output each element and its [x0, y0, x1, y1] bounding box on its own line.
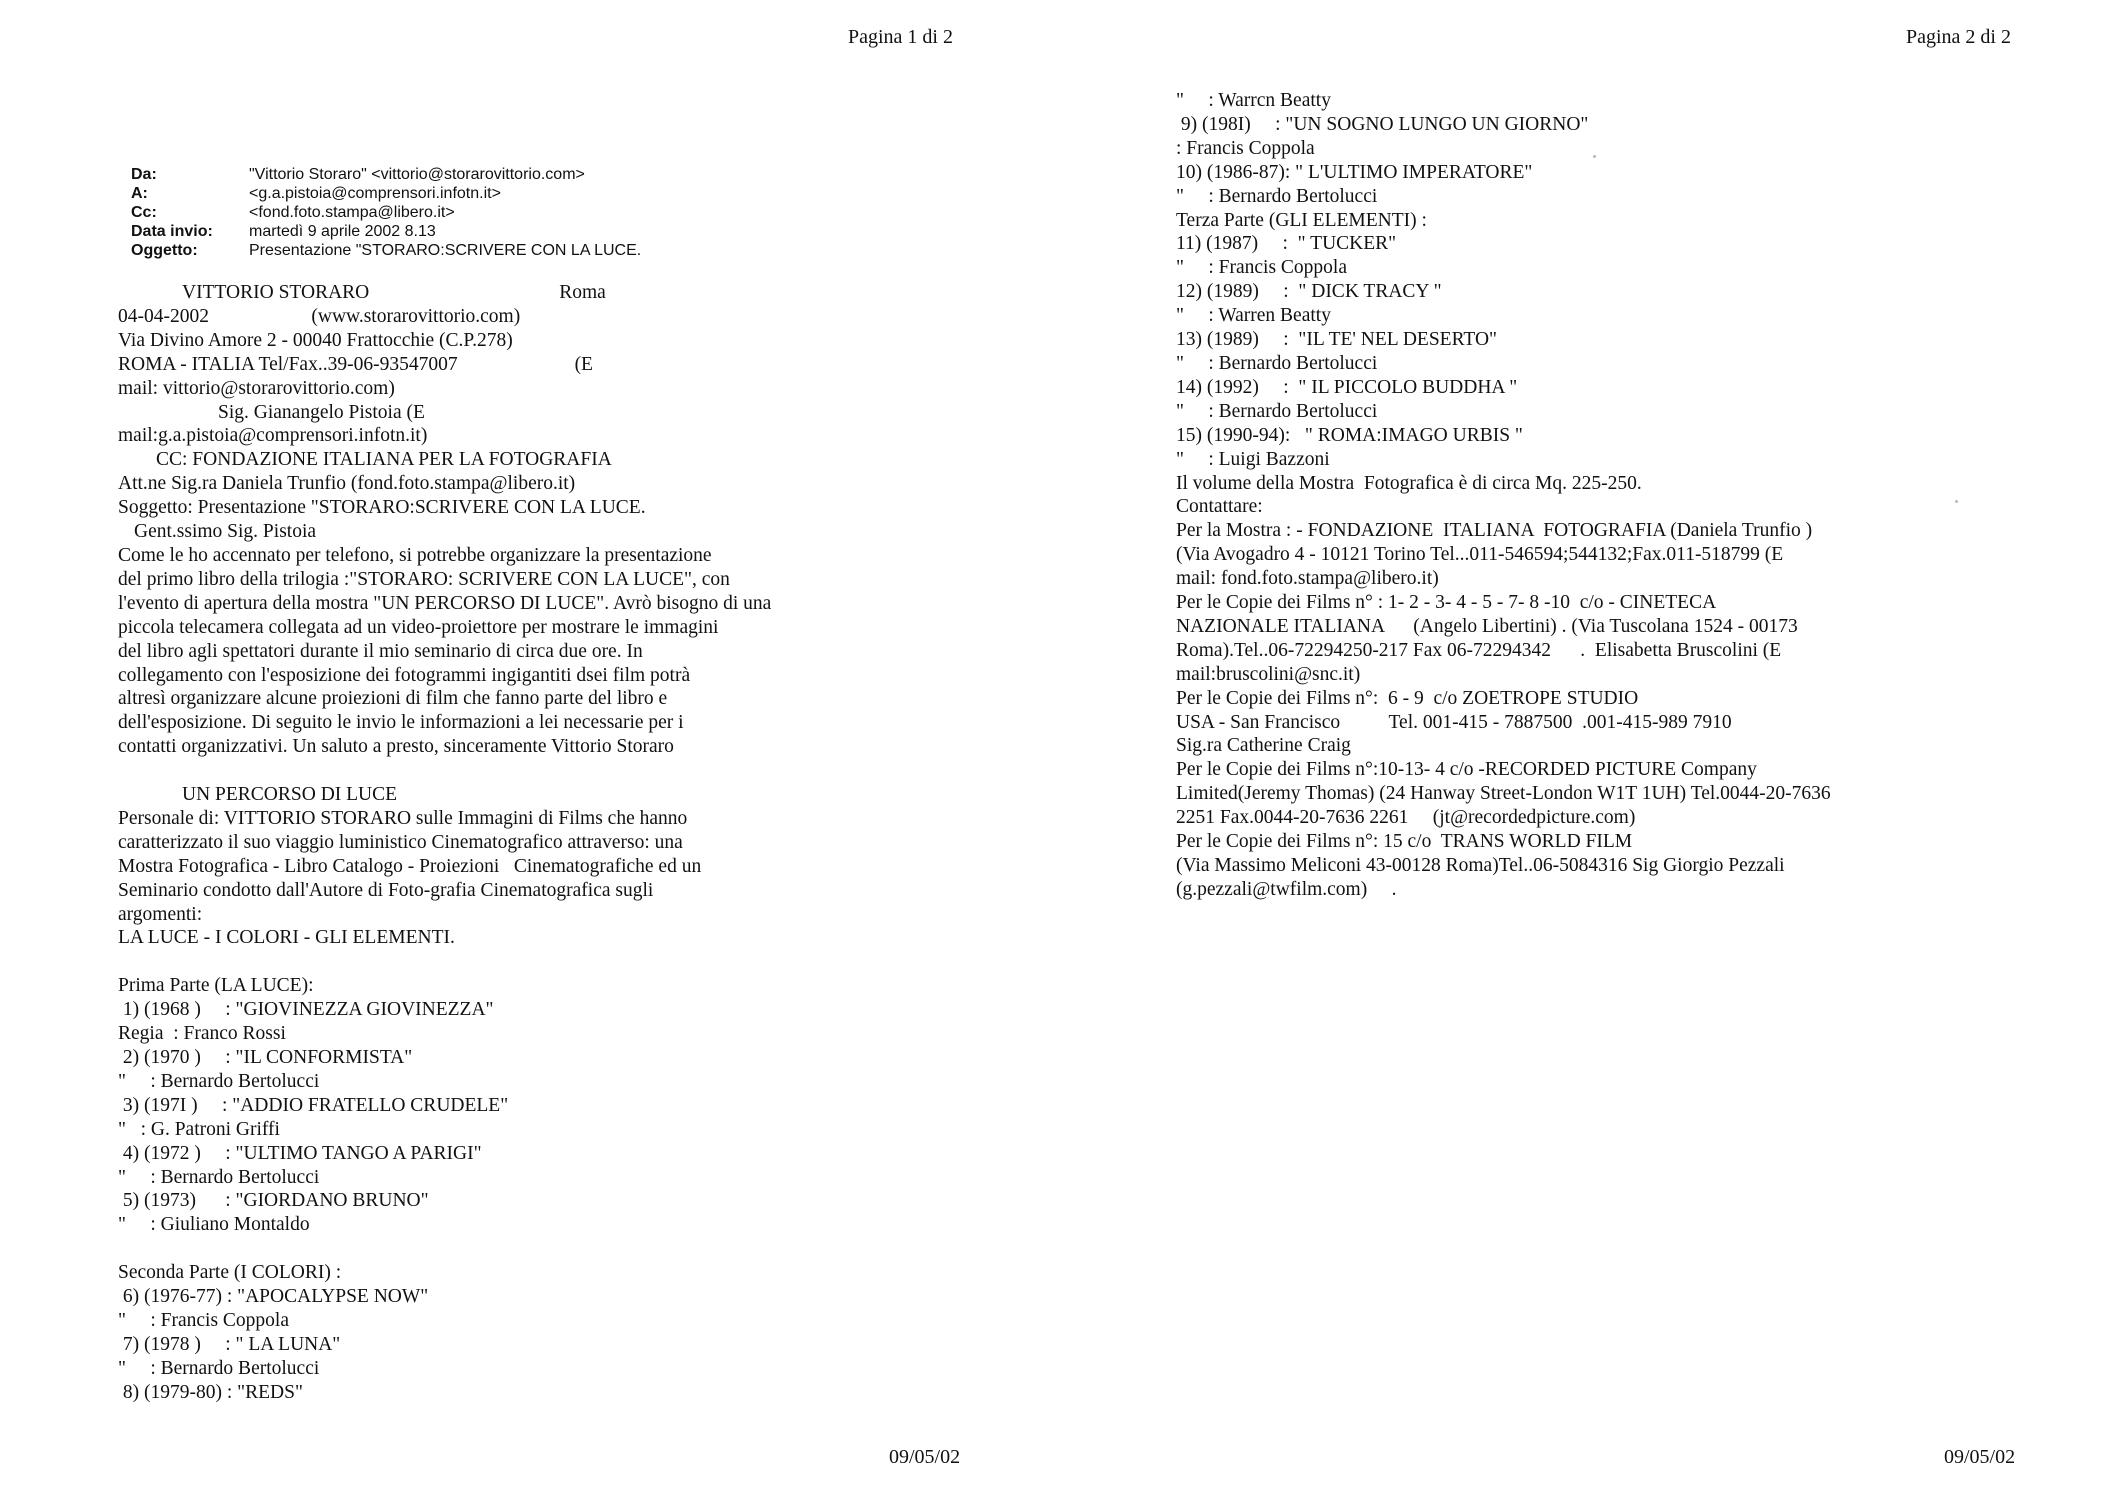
letter-title — [118, 281, 1038, 305]
email-field-label: A: — [131, 185, 148, 202]
page2-line: 10) (1986-87): " L'ULTIMO IMPERATORE" — [1176, 161, 1533, 183]
section-title: UN PERCORSO DI LUCE — [182, 784, 398, 806]
percorso-line: Mostra Fotografica - Libro Catalogo - Proiezioni Cinematografiche ed un — [118, 855, 702, 877]
email-field-label: Cc: — [131, 204, 157, 221]
email-header-from — [131, 165, 641, 184]
film-list-line: " : Francis Coppola — [118, 1309, 289, 1331]
letter-body — [118, 281, 1038, 1405]
film-list-line: Regia : Franco Rossi — [118, 1023, 286, 1045]
email-header-subject — [131, 241, 641, 260]
greeting-line: Gent.ssimo Sig. Pistoia — [134, 521, 317, 543]
attn-line: Att.ne Sig.ra Daniela Trunfio (fond.foto.stampa@libero.it) — [118, 473, 576, 495]
paragraph-line: del primo libro della trilogia :"STORARO: SCRIVERE CON LA LUCE", con — [118, 568, 730, 590]
letter-line: mail: vittorio@storarovittorio.com) — [118, 377, 395, 399]
film-list-line: " : Bernardo Bertolucci — [118, 1357, 320, 1379]
page2-line: : Francis Coppola — [1176, 137, 1315, 159]
film-list-line: " : Bernardo Bertolucci — [118, 1166, 320, 1188]
page2-line: " : Warren Beatty — [1176, 305, 1331, 327]
email-field-value: "Vittorio Storaro" <vittorio@storarovittorio.com> — [249, 166, 585, 183]
page2-line: 2251 Fax.0044-20-7636 2261 (jt@recordedpicture.com) — [1176, 807, 1636, 829]
page2-body — [1176, 89, 2036, 902]
email-header-to — [131, 184, 641, 203]
page-footer-date: 09/05/02 — [889, 1446, 961, 1468]
scan-speck — [1593, 155, 1596, 158]
page2-line: " : Luigi Bazzoni — [1176, 448, 1330, 470]
spacer — [118, 950, 1038, 974]
page2-line: 11) (1987) : " TUCKER" — [1176, 233, 1397, 255]
page-header: Pagina 2 di 2 — [1906, 26, 2011, 48]
film-list-line: 6) (1976-77) : "APOCALYPSE NOW" — [118, 1286, 429, 1308]
paragraph-line: Come le ho accennato per telefono, si potrebbe organizzare la presentazione — [118, 544, 712, 566]
letter-line: Via Divino Amore 2 - 00040 Frattocchie (C.P.278) — [118, 329, 513, 351]
film-list-line: " : Bernardo Bertolucci — [118, 1070, 320, 1092]
email-field-value: martedì 9 aprile 2002 8.13 — [249, 223, 436, 240]
email-header-date — [131, 222, 641, 241]
page2-line: " : Warrcn Beatty — [1176, 90, 1331, 111]
sender-city: Roma — [559, 282, 606, 303]
page2-line: " : Francis Coppola — [1176, 257, 1347, 279]
paragraph-line: dell'esposizione. Di seguito le invio le informazioni a lei necessarie per i — [118, 712, 684, 734]
film-list-line: 3) (197I ) : "ADDIO FRATELLO CRUDELE" — [118, 1094, 509, 1116]
email-field-value: <fond.foto.stampa@libero.it> — [249, 204, 455, 221]
page2-line: mail: fond.foto.stampa@libero.it) — [1176, 568, 1439, 590]
page2-line: " : Bernardo Bertolucci — [1176, 185, 1378, 207]
recipient-line: mail:g.a.pistoia@comprensori.infotn.it) — [118, 425, 428, 447]
paragraph-line: collegamento con l'esposizione dei fotogrammi ingigantiti dsei film potrà — [118, 664, 691, 686]
page2-line: USA - San Francisco Tel. 001-415 - 7887500 .001-415-989 7910 — [1176, 711, 1732, 733]
page2-line: " : Bernardo Bertolucci — [1176, 400, 1378, 422]
email-field-label: Data invio: — [131, 223, 213, 240]
paragraph-line: altresì organizzare alcune proiezioni di film che fanno parte del libro e — [118, 688, 668, 710]
page2-line: 14) (1992) : " IL PICCOLO BUDDHA " — [1176, 376, 1518, 398]
page2-line: Contattare: — [1176, 496, 1263, 518]
page2-line: mail:bruscolini@snc.it) — [1176, 663, 1361, 685]
percorso-line: LA LUCE - I COLORI - GLI ELEMENTI. — [118, 927, 455, 949]
page2-line: (g.pezzali@twfilm.com) . — [1176, 878, 1397, 900]
page2-line: Limited(Jeremy Thomas) (24 Hanway Street-London W1T 1UH) Tel.0044-20-7636 — [1176, 783, 1831, 805]
paragraph-line: piccola telecamera collegata ad un video-proiettore per mostrare le immagini — [118, 616, 719, 638]
page2-line: Il volume della Mostra Fotografica è di circa Mq. 225-250. — [1176, 472, 1642, 494]
subject-line: Soggetto: Presentazione "STORARO:SCRIVERE CON LA LUCE. — [118, 497, 646, 519]
email-field-value: <g.a.pistoia@comprensori.infotn.it> — [249, 185, 501, 202]
document-page-2 — [1056, 0, 2112, 1500]
page2-line: Per le Copie dei Films n°: 15 c/o TRANS WORLD FILM — [1176, 831, 1633, 853]
percorso-line: Seminario condotto dall'Autore di Foto-grafia Cinematografica sugli — [118, 879, 654, 901]
film-list-line: 1) (1968 ) : "GIOVINEZZA GIOVINEZZA" — [118, 999, 494, 1021]
film-list-line: 2) (1970 ) : "IL CONFORMISTA" — [118, 1046, 413, 1068]
percorso-line: caratterizzato il suo viaggio luministico Cinematografico attraverso: una — [118, 831, 683, 853]
percorso-line: Personale di: VITTORIO STORARO sulle Immagini di Films che hanno — [118, 807, 688, 829]
film-list-line: 7) (1978 ) : " LA LUNA" — [118, 1333, 341, 1355]
page2-line: Roma).Tel..06-72294250-217 Fax 06-72294342 . Elisabetta Bruscolini (E — [1176, 639, 1782, 661]
paragraph-line: del libro agli spettatori durante il mio seminario di circa due ore. In — [118, 640, 643, 662]
page2-line: Per le Copie dei Films n° : 1- 2 - 3- 4 - 5 - 7- 8 -10 c/o - CINETECA — [1176, 592, 1717, 614]
page2-line: 9) (198I) : "UN SOGNO LUNGO UN GIORNO" — [1176, 113, 1589, 135]
page2-line: Per le Copie dei Films n°:10-13- 4 c/o -RECORDED PICTURE Company — [1176, 759, 1757, 781]
film-list-line: 5) (1973) : "GIORDANO BRUNO" — [118, 1190, 429, 1212]
page2-line: 13) (1989) : "IL TE' NEL DESERTO" — [1176, 329, 1498, 351]
film-list-line: Prima Parte (LA LUCE): — [118, 975, 314, 997]
film-list-line: " : G. Patroni Griffi — [118, 1118, 280, 1140]
spacer — [118, 1237, 1038, 1261]
email-field-label: Da: — [131, 166, 157, 183]
sender-name: VITTORIO STORARO — [182, 282, 370, 303]
page-header: Pagina 1 di 2 — [848, 26, 953, 48]
film-list-line: " : Giuliano Montaldo — [118, 1214, 310, 1236]
email-field-label: Oggetto: — [131, 242, 198, 259]
page2-line: (Via Avogadro 4 - 10121 Torino Tel...011-546594;544132;Fax.011-518799 (E — [1176, 544, 1784, 566]
spacer — [118, 759, 1038, 783]
page2-line: Per le Copie dei Films n°: 6 - 9 c/o ZOETROPE STUDIO — [1176, 687, 1639, 709]
page2-line: Sig.ra Catherine Craig — [1176, 735, 1351, 757]
film-list-line: 8) (1979-80) : "REDS" — [118, 1381, 303, 1403]
film-list-line: 4) (1972 ) : "ULTIMO TANGO A PARIGI" — [118, 1142, 482, 1164]
email-field-value: Presentazione "STORARO:SCRIVERE CON LA LUCE. — [249, 242, 642, 259]
page2-line: 12) (1989) : " DICK TRACY " — [1176, 281, 1442, 303]
page-footer-date: 09/05/02 — [1944, 1446, 2016, 1468]
page2-line: " : Bernardo Bertolucci — [1176, 352, 1378, 374]
page2-line: NAZIONALE ITALIANA (Angelo Libertini) . (Via Tuscolana 1524 - 00173 — [1176, 615, 1798, 637]
film-list-line: Seconda Parte (I COLORI) : — [118, 1262, 342, 1284]
paragraph-line: l'evento di apertura della mostra "UN PERCORSO DI LUCE". Avrò bisogno di una — [118, 592, 772, 614]
scan-speck — [1955, 500, 1958, 503]
letter-line: ROMA - ITALIA Tel/Fax..39-06-93547007 (E — [118, 353, 593, 375]
paragraph-line: contatti organizzativi. Un saluto a presto, sinceramente Vittorio Storaro — [118, 736, 674, 758]
letter-line: 04-04-2002 (www.storarovittorio.com) — [118, 305, 521, 327]
page2-line: Per la Mostra : - FONDAZIONE ITALIANA FOTOGRAFIA (Daniela Trunfio ) — [1176, 520, 1813, 542]
email-header — [131, 165, 641, 260]
cc-line: CC: FONDAZIONE ITALIANA PER LA FOTOGRAFIA — [156, 449, 612, 471]
recipient-line: Sig. Gianangelo Pistoia (E — [218, 401, 425, 423]
percorso-line: argomenti: — [118, 903, 203, 925]
page2-line: (Via Massimo Meliconi 43-00128 Roma)Tel..06-5084316 Sig Giorgio Pezzali — [1176, 855, 1785, 876]
page2-line: 15) (1990-94): " ROMA:IMAGO URBIS " — [1176, 424, 1523, 446]
page2-line: Terza Parte (GLI ELEMENTI) : — [1176, 209, 1427, 231]
email-header-cc — [131, 203, 641, 222]
